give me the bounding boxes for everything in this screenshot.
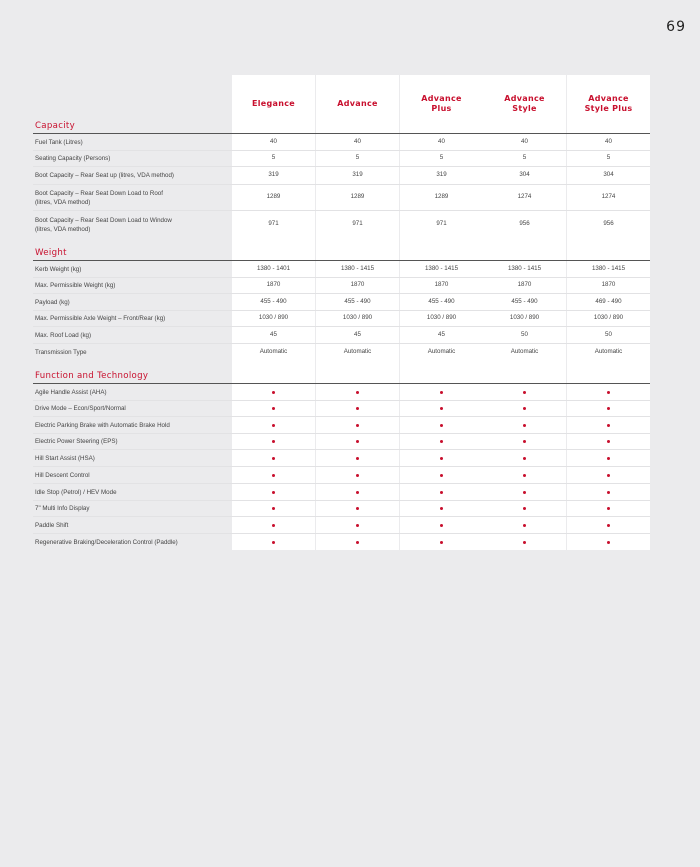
spec-value: 1030 / 890 [426, 314, 457, 321]
column-header: Advance Style [504, 94, 545, 113]
red-dot-icon [523, 491, 526, 494]
spec-value: 1030 / 890 [509, 314, 540, 321]
red-dot-icon [607, 474, 610, 477]
spec-value: 1380 - 1415 [591, 265, 626, 272]
spec-value: 5 [355, 154, 360, 161]
row-label: Payload (kg) [35, 299, 70, 306]
spec-value: 455 - 490 [260, 298, 287, 305]
spec-value: 5 [606, 154, 611, 161]
row-label: Agile Handle Assist (AHA) [35, 389, 107, 396]
red-dot-icon [523, 457, 526, 460]
spec-value: Automatic [259, 348, 288, 355]
spec-value: 455 - 490 [344, 298, 371, 305]
row-label: Max. Permissible Axle Weight – Front/Rear (kg) [35, 315, 166, 322]
spec-value: 1380 - 1415 [507, 265, 542, 272]
spec-value: 1870 [517, 281, 532, 288]
row-divider [33, 500, 650, 501]
row-divider [33, 533, 650, 534]
spec-value: 40 [438, 138, 445, 145]
column-header: Advance [337, 99, 378, 108]
column-header: Advance Style Plus [584, 94, 633, 113]
spec-value: 40 [605, 138, 612, 145]
spec-value: 1274 [601, 193, 616, 200]
row-label: Boot Capacity – Rear Seat Down Load to Roof (litres, VDA method) [35, 190, 163, 206]
spec-value: 1870 [266, 281, 281, 288]
row-label: Transmission Type [35, 349, 87, 356]
red-dot-icon [607, 491, 610, 494]
row-label: 7" Multi Info Display [35, 505, 90, 512]
spec-value: 1870 [434, 281, 449, 288]
red-dot-icon [440, 474, 443, 477]
row-label: Max. Roof Load (kg) [35, 332, 92, 339]
red-dot-icon [356, 541, 359, 544]
column-background [567, 75, 650, 550]
spec-value: 40 [521, 138, 528, 145]
row-divider [33, 516, 650, 517]
red-dot-icon [440, 424, 443, 427]
red-dot-icon [440, 491, 443, 494]
page-number: 69 [666, 19, 686, 35]
red-dot-icon [272, 391, 275, 394]
spec-value: 304 [519, 171, 530, 178]
spec-value: 469 - 490 [595, 298, 622, 305]
red-dot-icon [440, 524, 443, 527]
spec-value: 40 [354, 138, 361, 145]
row-label: Paddle Shift [35, 522, 69, 529]
red-dot-icon [356, 507, 359, 510]
red-dot-icon [440, 391, 443, 394]
red-dot-icon [523, 541, 526, 544]
section-title: Function and Technology [35, 371, 149, 381]
spec-value: 956 [603, 220, 614, 227]
spec-value: 5 [271, 154, 276, 161]
row-divider [33, 184, 650, 185]
row-label: Regenerative Braking/Deceleration Control (Paddle) [35, 539, 178, 546]
red-dot-icon [523, 407, 526, 410]
red-dot-icon [607, 524, 610, 527]
row-label: Hill Descent Control [35, 472, 90, 479]
spec-value: 455 - 490 [428, 298, 455, 305]
spec-value: 1289 [266, 193, 281, 200]
red-dot-icon [523, 391, 526, 394]
spec-value: 319 [352, 171, 363, 178]
spec-value: 956 [519, 220, 530, 227]
section-divider [33, 383, 650, 384]
red-dot-icon [356, 524, 359, 527]
red-dot-icon [272, 524, 275, 527]
red-dot-icon [440, 507, 443, 510]
section-title: Weight [35, 248, 67, 258]
red-dot-icon [523, 507, 526, 510]
spec-value: 455 - 490 [511, 298, 538, 305]
row-divider [33, 310, 650, 311]
spec-value: 1870 [350, 281, 365, 288]
red-dot-icon [523, 474, 526, 477]
red-dot-icon [607, 391, 610, 394]
spec-value: 1030 / 890 [342, 314, 373, 321]
red-dot-icon [272, 457, 275, 460]
red-dot-icon [440, 407, 443, 410]
spec-value: 40 [270, 138, 277, 145]
red-dot-icon [440, 457, 443, 460]
red-dot-icon [356, 491, 359, 494]
row-label: Electric Parking Brake with Automatic Brake Hold [35, 422, 170, 429]
row-divider [33, 293, 650, 294]
row-divider [33, 343, 650, 344]
row-label: Fuel Tank (Litres) [35, 139, 83, 146]
spec-value: 5 [522, 154, 527, 161]
red-dot-icon [523, 440, 526, 443]
spec-value: 319 [268, 171, 279, 178]
red-dot-icon [523, 524, 526, 527]
column-background [483, 75, 566, 550]
red-dot-icon [607, 507, 610, 510]
red-dot-icon [356, 391, 359, 394]
spec-value: 1274 [517, 193, 532, 200]
spec-value: 50 [521, 331, 528, 338]
spec-value: 50 [605, 331, 612, 338]
red-dot-icon [607, 407, 610, 410]
row-label: Max. Permissible Weight (kg) [35, 282, 116, 289]
red-dot-icon [272, 491, 275, 494]
spec-value: Automatic [343, 348, 372, 355]
red-dot-icon [607, 541, 610, 544]
row-divider [33, 433, 650, 434]
red-dot-icon [523, 424, 526, 427]
red-dot-icon [272, 440, 275, 443]
row-divider [33, 166, 650, 167]
row-label: Kerb Weight (kg) [35, 266, 82, 273]
row-divider [33, 449, 650, 450]
row-divider [33, 400, 650, 401]
spec-value: 1380 - 1415 [340, 265, 375, 272]
row-label: Boot Capacity – Rear Seat up (litres, VDA method) [35, 172, 174, 179]
spec-value: 45 [438, 331, 445, 338]
section-divider [33, 133, 650, 134]
spec-value: 971 [352, 220, 363, 227]
spec-value: 1030 / 890 [258, 314, 289, 321]
red-dot-icon [272, 424, 275, 427]
column-background [232, 75, 315, 550]
section-divider [33, 260, 650, 261]
spec-value: 1380 - 1401 [256, 265, 291, 272]
red-dot-icon [356, 474, 359, 477]
red-dot-icon [272, 474, 275, 477]
row-label: Idle Stop (Petrol) / HEV Mode [35, 489, 117, 496]
red-dot-icon [607, 457, 610, 460]
section-title: Capacity [35, 121, 75, 131]
spec-value: Automatic [510, 348, 539, 355]
spec-value: 1870 [601, 281, 616, 288]
spec-value: 1289 [434, 193, 449, 200]
column-header: Advance Plus [421, 94, 462, 113]
spec-value: Automatic [594, 348, 623, 355]
red-dot-icon [356, 440, 359, 443]
row-label: Hill Start Assist (HSA) [35, 455, 95, 462]
column-background [316, 75, 399, 550]
spec-value: 5 [439, 154, 444, 161]
row-divider [33, 483, 650, 484]
row-divider [33, 416, 650, 417]
row-divider [33, 277, 650, 278]
spec-value: 304 [603, 171, 614, 178]
red-dot-icon [440, 440, 443, 443]
spec-value: 45 [354, 331, 361, 338]
row-divider [33, 326, 650, 327]
spec-value: Automatic [427, 348, 456, 355]
spec-value: 1289 [350, 193, 365, 200]
row-divider [33, 150, 650, 151]
row-label: Boot Capacity – Rear Seat Down Load to Window (litres, VDA method) [35, 217, 172, 233]
row-label: Drive Mode – Econ/Sport/Normal [35, 405, 126, 412]
red-dot-icon [607, 440, 610, 443]
spec-value: 971 [268, 220, 279, 227]
column-header: Elegance [251, 99, 296, 108]
red-dot-icon [272, 507, 275, 510]
spec-value: 1380 - 1415 [424, 265, 459, 272]
red-dot-icon [356, 457, 359, 460]
red-dot-icon [440, 541, 443, 544]
spec-value: 1030 / 890 [593, 314, 624, 321]
row-label: Electric Power Steering (EPS) [35, 438, 118, 445]
row-label: Seating Capacity (Persons) [35, 155, 111, 162]
red-dot-icon [272, 407, 275, 410]
red-dot-icon [356, 407, 359, 410]
row-divider [33, 466, 650, 467]
spec-value: 45 [270, 331, 277, 338]
red-dot-icon [607, 424, 610, 427]
row-divider [33, 210, 650, 211]
red-dot-icon [272, 541, 275, 544]
red-dot-icon [356, 424, 359, 427]
column-background [400, 75, 483, 550]
spec-value: 319 [436, 171, 447, 178]
spec-value: 971 [436, 220, 447, 227]
